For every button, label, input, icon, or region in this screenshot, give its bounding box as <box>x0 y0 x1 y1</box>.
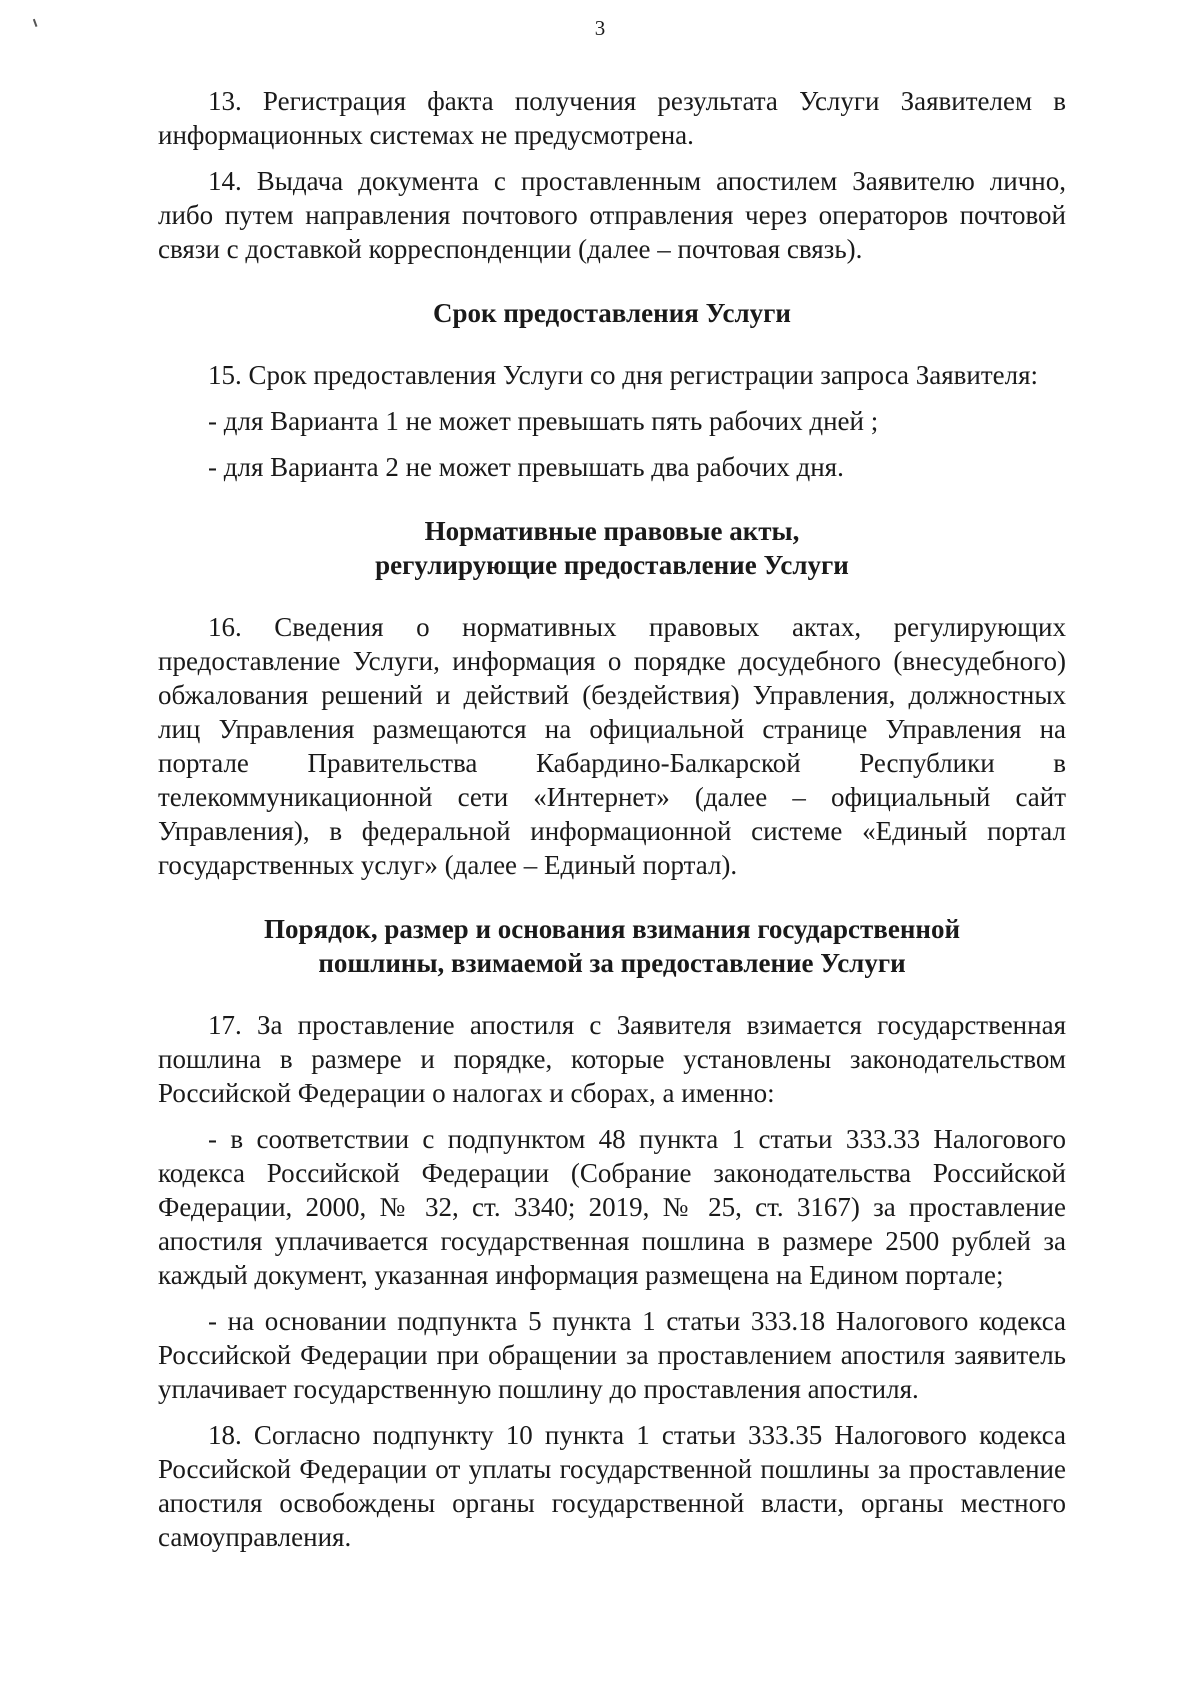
heading-fee-line-1: Порядок, размер и основания взимания государственной <box>263 914 961 944</box>
paragraph-17-item-a: - в соответствии с подпунктом 48 пункта 1 статьи 333.33 Налогового кодекса Российской Федерации (Собрание законодательства Российской Федерации, 2000, № 32, ст. 3340; 2019, № 25, ст. 3167) за проставление апостиля уплачивается государственная пошлина в размере 2500 рублей за каждый документ, указанная информация размещена на Едином портале; <box>158 1124 1066 1290</box>
paragraph-15: 15. Срок предоставления Услуги со дня регистрации запроса Заявителя: <box>208 360 1039 390</box>
heading-legal-acts <box>158 514 1066 582</box>
paragraph-15-variant-1: - для Варианта 1 не может превышать пять рабочих дней ; <box>208 406 879 436</box>
page-number: 3 <box>594 16 606 40</box>
paragraph-17-item-b: - на основании подпункта 5 пункта 1 статьи 333.18 Налогового кодекса Российской Федерации при обращении за проставлением апостиля заявитель уплачивает государственную пошлину до проставления апостиля. <box>158 1306 1066 1404</box>
paragraph-16: 16. Сведения о нормативных правовых актах, регулирующих предоставление Услуги, информация о порядке досудебного (внесудебного) обжалования решений и действий (бездействия) Управления, должностных лиц Управления размещаются на официальной странице Управления на портале Правительства Кабардино-Балкарской Республики в телекоммуникационной сети «Интернет» (далее – официальный сайт Управления), в федеральной информационной системе «Единый портал государственных услуг» (далее – Единый портал). <box>158 612 1066 880</box>
heading-legal-acts-line-1: Нормативные правовые акты, <box>424 516 800 546</box>
paragraph-13: 13. Регистрация факта получения результата Услуги Заявителем в информационных системах не предусмотрена. <box>158 86 1066 150</box>
heading-term <box>158 296 1066 330</box>
heading-fee <box>158 912 1066 980</box>
heading-legal-acts-line-2: регулирующие предоставление Услуги <box>375 550 849 580</box>
heading-fee-line-2: пошлины, взимаемой за предоставление Услуги <box>318 948 906 978</box>
paragraph-18: 18. Согласно подпункту 10 пункта 1 статьи 333.35 Налогового кодекса Российской Федерации от уплаты государственной пошлины за проставление апостиля освобождены органы государственной власти, органы местного самоуправления. <box>158 1420 1066 1552</box>
paragraph-15-variant-2: - для Варианта 2 не может превышать два рабочих дня. <box>208 452 844 482</box>
heading-term-line-1: Срок предоставления Услуги <box>433 298 791 328</box>
paragraph-17: 17. За проставление апостиля с Заявителя взимается государственная пошлина в размере и порядке, которые установлены законодательством Российской Федерации о налогах и сборах, а именно: <box>158 1010 1066 1108</box>
document-body <box>158 84 1066 1566</box>
paragraph-14: 14. Выдача документа с проставленным апостилем Заявителю лично, либо путем направления почтового отправления через операторов почтовой связи с доставкой корреспонденции (далее – почтовая связь). <box>158 166 1066 264</box>
